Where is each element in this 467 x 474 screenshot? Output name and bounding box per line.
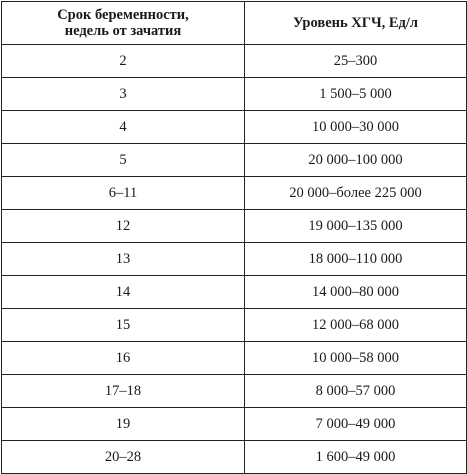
table-row <box>2 276 467 309</box>
cell-hcg-level: 1 600–49 000 <box>245 441 467 474</box>
hcg-levels-table <box>1 1 467 474</box>
table-row <box>2 177 467 210</box>
cell-gestation-week: 16 <box>2 342 245 375</box>
header-gestation-week-line-2: недель от зачатия <box>64 23 182 39</box>
table-row <box>2 309 467 342</box>
cell-hcg-level: 14 000–80 000 <box>245 276 467 309</box>
header-hcg-level <box>245 2 467 45</box>
cell-hcg-level: 18 000–110 000 <box>245 243 467 276</box>
cell-gestation-week: 2 <box>2 45 245 78</box>
table-row <box>2 111 467 144</box>
cell-hcg-level: 20 000–более 225 000 <box>245 177 467 210</box>
cell-hcg-level: 1 500–5 000 <box>245 78 467 111</box>
cell-gestation-week: 12 <box>2 210 245 243</box>
table-row <box>2 243 467 276</box>
table-row <box>2 441 467 474</box>
cell-hcg-level: 20 000–100 000 <box>245 144 467 177</box>
cell-hcg-level: 10 000–30 000 <box>245 111 467 144</box>
hcg-table-container <box>1 1 466 473</box>
table-header <box>2 2 467 45</box>
cell-hcg-level: 19 000–135 000 <box>245 210 467 243</box>
cell-gestation-week: 13 <box>2 243 245 276</box>
table-row <box>2 342 467 375</box>
cell-gestation-week: 14 <box>2 276 245 309</box>
cell-hcg-level: 7 000–49 000 <box>245 408 467 441</box>
cell-gestation-week: 4 <box>2 111 245 144</box>
cell-hcg-level: 8 000–57 000 <box>245 375 467 408</box>
table-row <box>2 144 467 177</box>
header-row <box>2 2 467 45</box>
table-row <box>2 78 467 111</box>
table-row <box>2 375 467 408</box>
cell-gestation-week: 20–28 <box>2 441 245 474</box>
table-body <box>2 45 467 474</box>
cell-gestation-week: 17–18 <box>2 375 245 408</box>
cell-gestation-week: 5 <box>2 144 245 177</box>
header-gestation-week <box>2 2 245 45</box>
cell-gestation-week: 6–11 <box>2 177 245 210</box>
cell-hcg-level: 12 000–68 000 <box>245 309 467 342</box>
cell-hcg-level: 25–300 <box>245 45 467 78</box>
cell-gestation-week: 19 <box>2 408 245 441</box>
table-row <box>2 210 467 243</box>
header-hcg-level-line-1: Уровень ХГЧ, Ед/л <box>292 15 419 31</box>
cell-gestation-week: 3 <box>2 78 245 111</box>
table-row <box>2 45 467 78</box>
header-gestation-week-line-1: Срок беременности, <box>57 7 189 23</box>
cell-hcg-level: 10 000–58 000 <box>245 342 467 375</box>
cell-gestation-week: 15 <box>2 309 245 342</box>
table-row <box>2 408 467 441</box>
